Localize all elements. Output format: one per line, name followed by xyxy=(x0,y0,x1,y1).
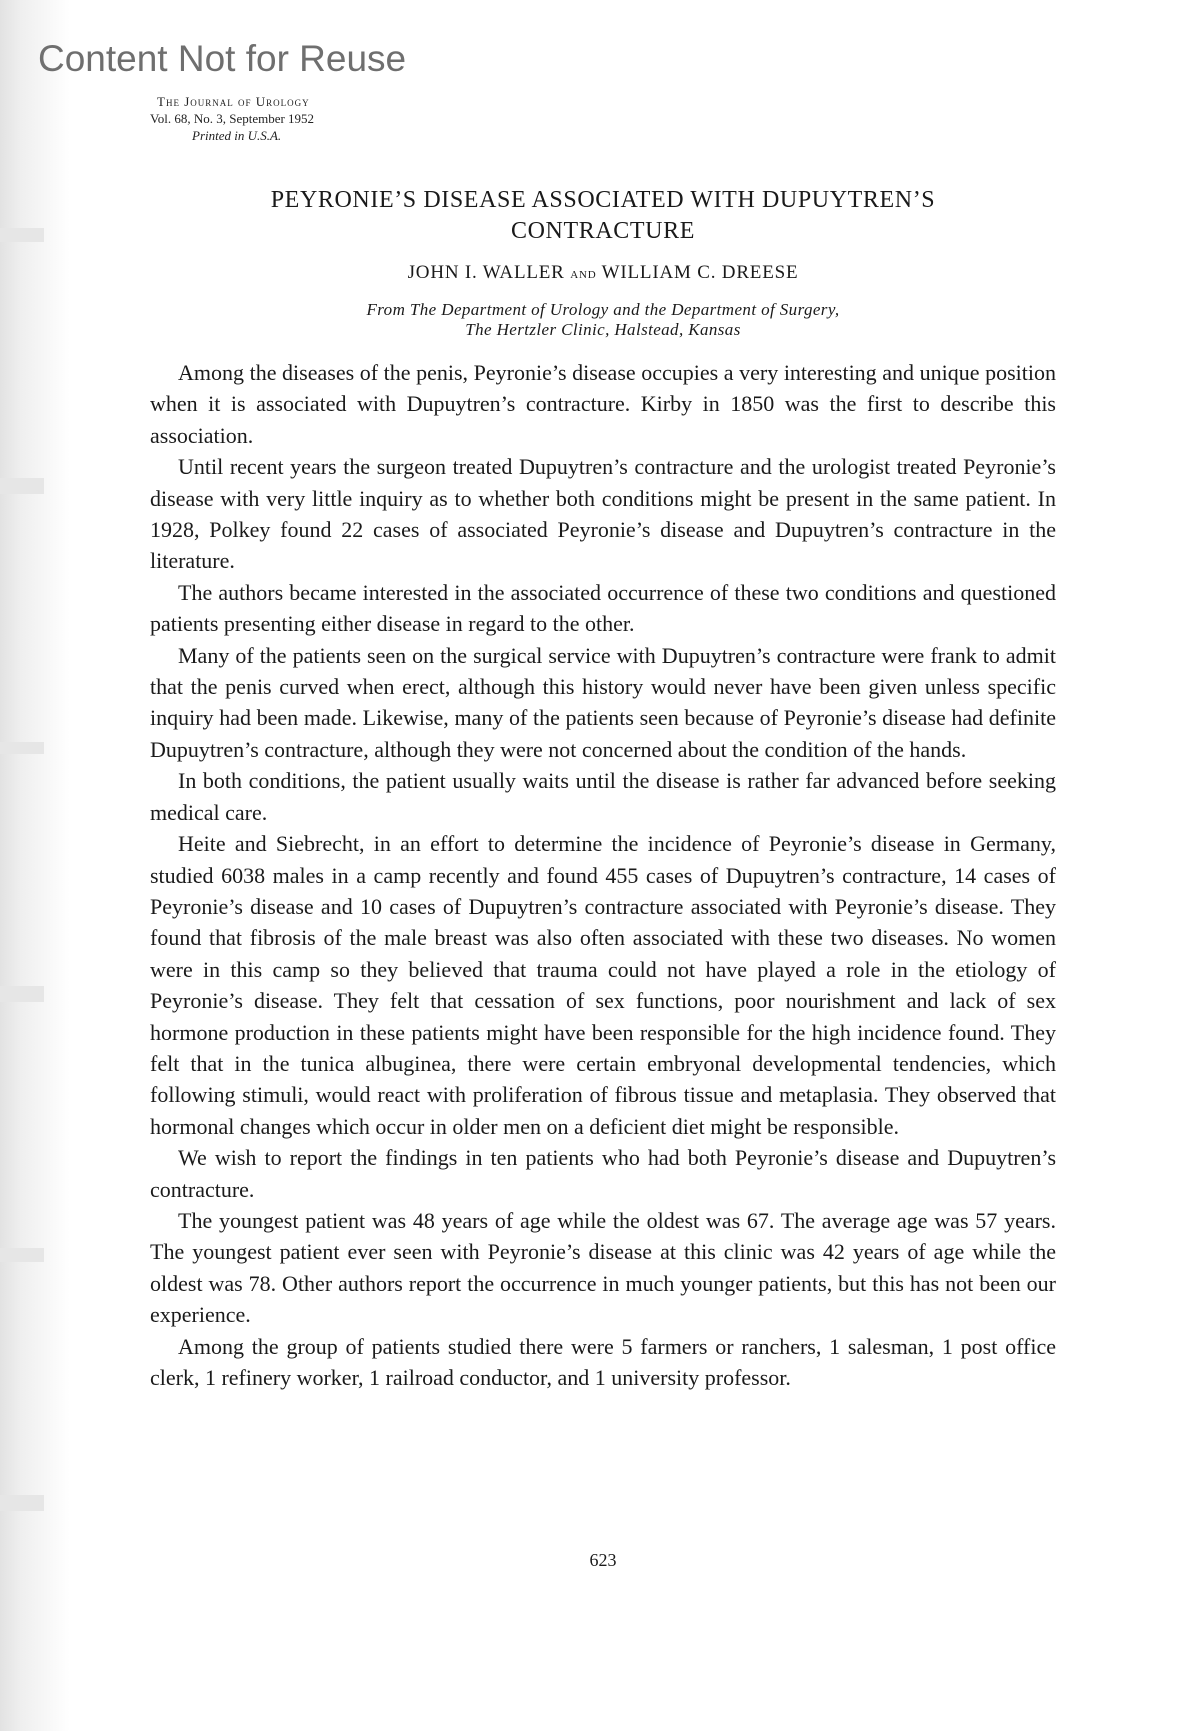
journal-volume: Vol. 68, No. 3, September 1952 xyxy=(150,111,315,126)
affiliation-line: The Hertzler Clinic, Halstead, Kansas xyxy=(465,320,741,339)
page-number: 623 xyxy=(589,1550,617,1570)
author-name: JOHN I. WALLER xyxy=(407,262,565,283)
binding-mark xyxy=(0,1495,44,1511)
paragraph: Among the group of patients studied there were 5 farmers or ranchers, 1 salesman, 1 post office clerk, 1 refinery worker, 1 railroad conductor, and 1 university professor. xyxy=(150,1333,1056,1390)
affiliation-line: From The Department of Urology and the Department of Surgery, xyxy=(366,300,840,319)
paragraph: Heite and Siebrecht, in an effort to determine the incidence of Peyronie’s disease in Germany, studied 6038 males in a camp recently and found 455 cases of Dupuytren’s contracture, 14 cases of Peyronie’s disease and 10 cases of Dupuytren’s contracture associated with Peyronie’s disease. They found that fibrosis of the male breast was also often associated with these two diseases. No women were in this camp so they believed that trauma could not have played a role in the etiology of Peyronie’s disease. They felt that cessation of sex functions, poor nourishment and lack of sex hormone production in these patients might have been responsible for the high incidence found. They felt that in the tunica albuginea, there were certain embryonal developmental tendencies, which following stimuli, would react with proliferation of fibrous tissue and metaplasia. They observed that hormonal changes which occur in older men on a deficient diet might be responsible. xyxy=(150,831,1056,1139)
article-title xyxy=(150,185,1056,247)
printed-in: Printed in U.S.A. xyxy=(192,128,282,143)
article-title-line: PEYRONIE’S DISEASE ASSOCIATED WITH DUPUYTREN’S xyxy=(270,187,936,213)
paragraph: We wish to report the findings in ten patients who had both Peyronie’s disease and Dupuytren’s contracture. xyxy=(150,1145,1056,1202)
paragraph: Many of the patients seen on the surgical service with Dupuytren’s contracture were frank to admit that the penis curved when erect, although this history would never have been given unless specific inquiry had been made. Likewise, many of the patients seen because of Peyronie’s disease had definite Dupuytren’s contracture, although they were not concerned about the condition of the hands. xyxy=(150,642,1056,762)
journal-name: The Journal of Urology xyxy=(157,94,310,109)
journal-info xyxy=(150,93,314,144)
page-binding-shadow xyxy=(0,0,70,1731)
author-name: WILLIAM C. DREESE xyxy=(601,262,799,283)
binding-mark xyxy=(0,742,44,754)
binding-mark xyxy=(0,986,44,1002)
watermark: Content Not for Reuse xyxy=(38,38,407,79)
paragraph: In both conditions, the patient usually waits until the disease is rather far advanced before seeking medical care. xyxy=(150,768,1056,825)
paragraph: Until recent years the surgeon treated Dupuytren’s contracture and the urologist treated Peyronie’s disease with very little inquiry as to whether both conditions might be present in the same patient. In 1928, Polkey found 22 cases of associated Peyronie’s disease and Dupuytren’s contracture in the literature. xyxy=(150,454,1056,574)
paragraph: Among the diseases of the penis, Peyronie’s disease occupies a very interesting and unique position when it is associated with Dupuytren’s contracture. Kirby in 1850 was the first to describe this association. xyxy=(150,360,1056,448)
affiliation xyxy=(150,300,1056,340)
article-body xyxy=(150,357,1056,1393)
binding-mark xyxy=(0,228,44,242)
article-title-line: CONTRACTURE xyxy=(511,218,695,244)
authors xyxy=(150,262,1056,284)
paragraph: The authors became interested in the associated occurrence of these two conditions and questioned patients presenting either disease in regard to the other. xyxy=(150,579,1056,637)
author-conjunction: and xyxy=(570,266,597,282)
paragraph: The youngest patient was 48 years of age while the oldest was 67. The average age was 57 years. The youngest patient ever seen with Peyronie’s disease at this clinic was 42 years of age while the oldest was 78. Other authors report the occurrence in much younger patients, but this has not been our experience. xyxy=(150,1207,1056,1328)
binding-mark xyxy=(0,1248,44,1262)
binding-mark xyxy=(0,478,44,494)
